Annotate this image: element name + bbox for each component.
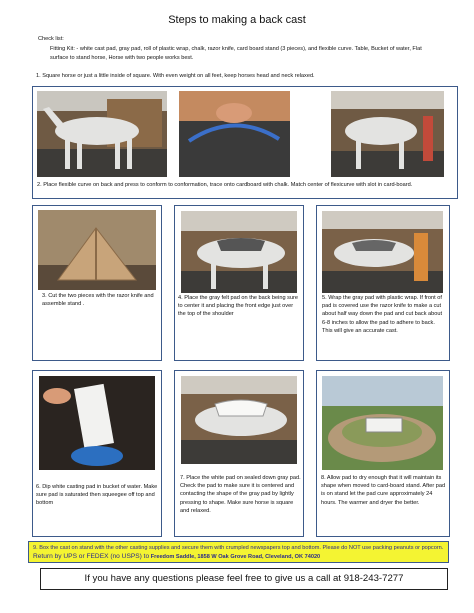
step-4-text: 4. Place the gray felt pad on the back being sure to center it and placing the front edge just over the top of the shoulder xyxy=(178,295,299,318)
photo-cardboard-stand xyxy=(38,210,156,290)
photo-flexible-curve xyxy=(179,91,290,177)
page-title: Steps to making a back cast xyxy=(168,14,306,26)
step-3-text: 3. Cut the two pieces with the razor knife and assemble stand . xyxy=(42,293,154,308)
photo-horse-square xyxy=(37,91,167,177)
step-7-text: 7. Place the white pad on sealed down gray pad. Check the pad to make sure it is centered and contacting the shape of the gray pad by lightly pressing to shape. Make sure horse is square and relaxed. xyxy=(180,475,301,514)
photo-horse-back-view xyxy=(331,91,444,177)
step-5-text: 5. Wrap the gray pad with plastic wrap. If front of pad is covered use the razor knife to make a cut about half way down the pad and cut back about 6-8 inches to allow the pad to adhere to back. This will give an accurate cast. xyxy=(322,295,443,334)
checklist-text: Fitting Kit: - white cast pad, gray pad, roll of plastic wrap, chalk, razor knife, card board stand (3 pieces), and flexible curve. Table, Bucket of water, Flat surface to stand horse, Horse with two people works best. xyxy=(50,46,422,61)
checklist-label: Check list: xyxy=(38,36,64,42)
step-6-text: 6. Dip white casting pad in bucket of water. Make sure pad is saturated then squeegee off top and bottom xyxy=(36,484,158,507)
return-instructions-banner xyxy=(28,541,449,563)
return-address: Freedom Saddle, 1858 W Oak Grove Road, Cleveland, OK 74020 xyxy=(150,553,321,560)
step-9-text: 9. Box the cast on stand with the other casting supplies and secure them with crumpled newspapers top and bottom. Please do NOT use packing peanuts or popcorn. xyxy=(33,545,444,551)
photo-white-pad-on-horse xyxy=(181,376,297,464)
step-8-text: 8. Allow pad to dry enough that it will maintain its shape when moved to card-board stand. After pad is on stand let the pad cure approximately 24 hours. The warmer and dryer the better. xyxy=(321,475,446,506)
contact-footer: If you have any questions please feel free to give us a call at 918-243-7277 xyxy=(40,568,448,590)
step-1-text: 1. Square horse or just a little inside of square. With even weight on all feet, keep horses head and neck relaxed. xyxy=(36,73,315,79)
step-2-text: 2. Place flexible curve on back and press to conform to conformation, trace onto cardboard with chalk. Match center of flexicurve with slot in card-board. xyxy=(37,182,413,188)
return-shipping-text: Return by UPS or FEDEX (no USPS) to xyxy=(33,552,150,560)
photo-dip-cast-pad xyxy=(39,376,155,470)
photo-gray-felt-pad xyxy=(181,211,297,293)
photo-cast-drying xyxy=(322,376,443,470)
photo-plastic-wrap xyxy=(322,211,443,293)
